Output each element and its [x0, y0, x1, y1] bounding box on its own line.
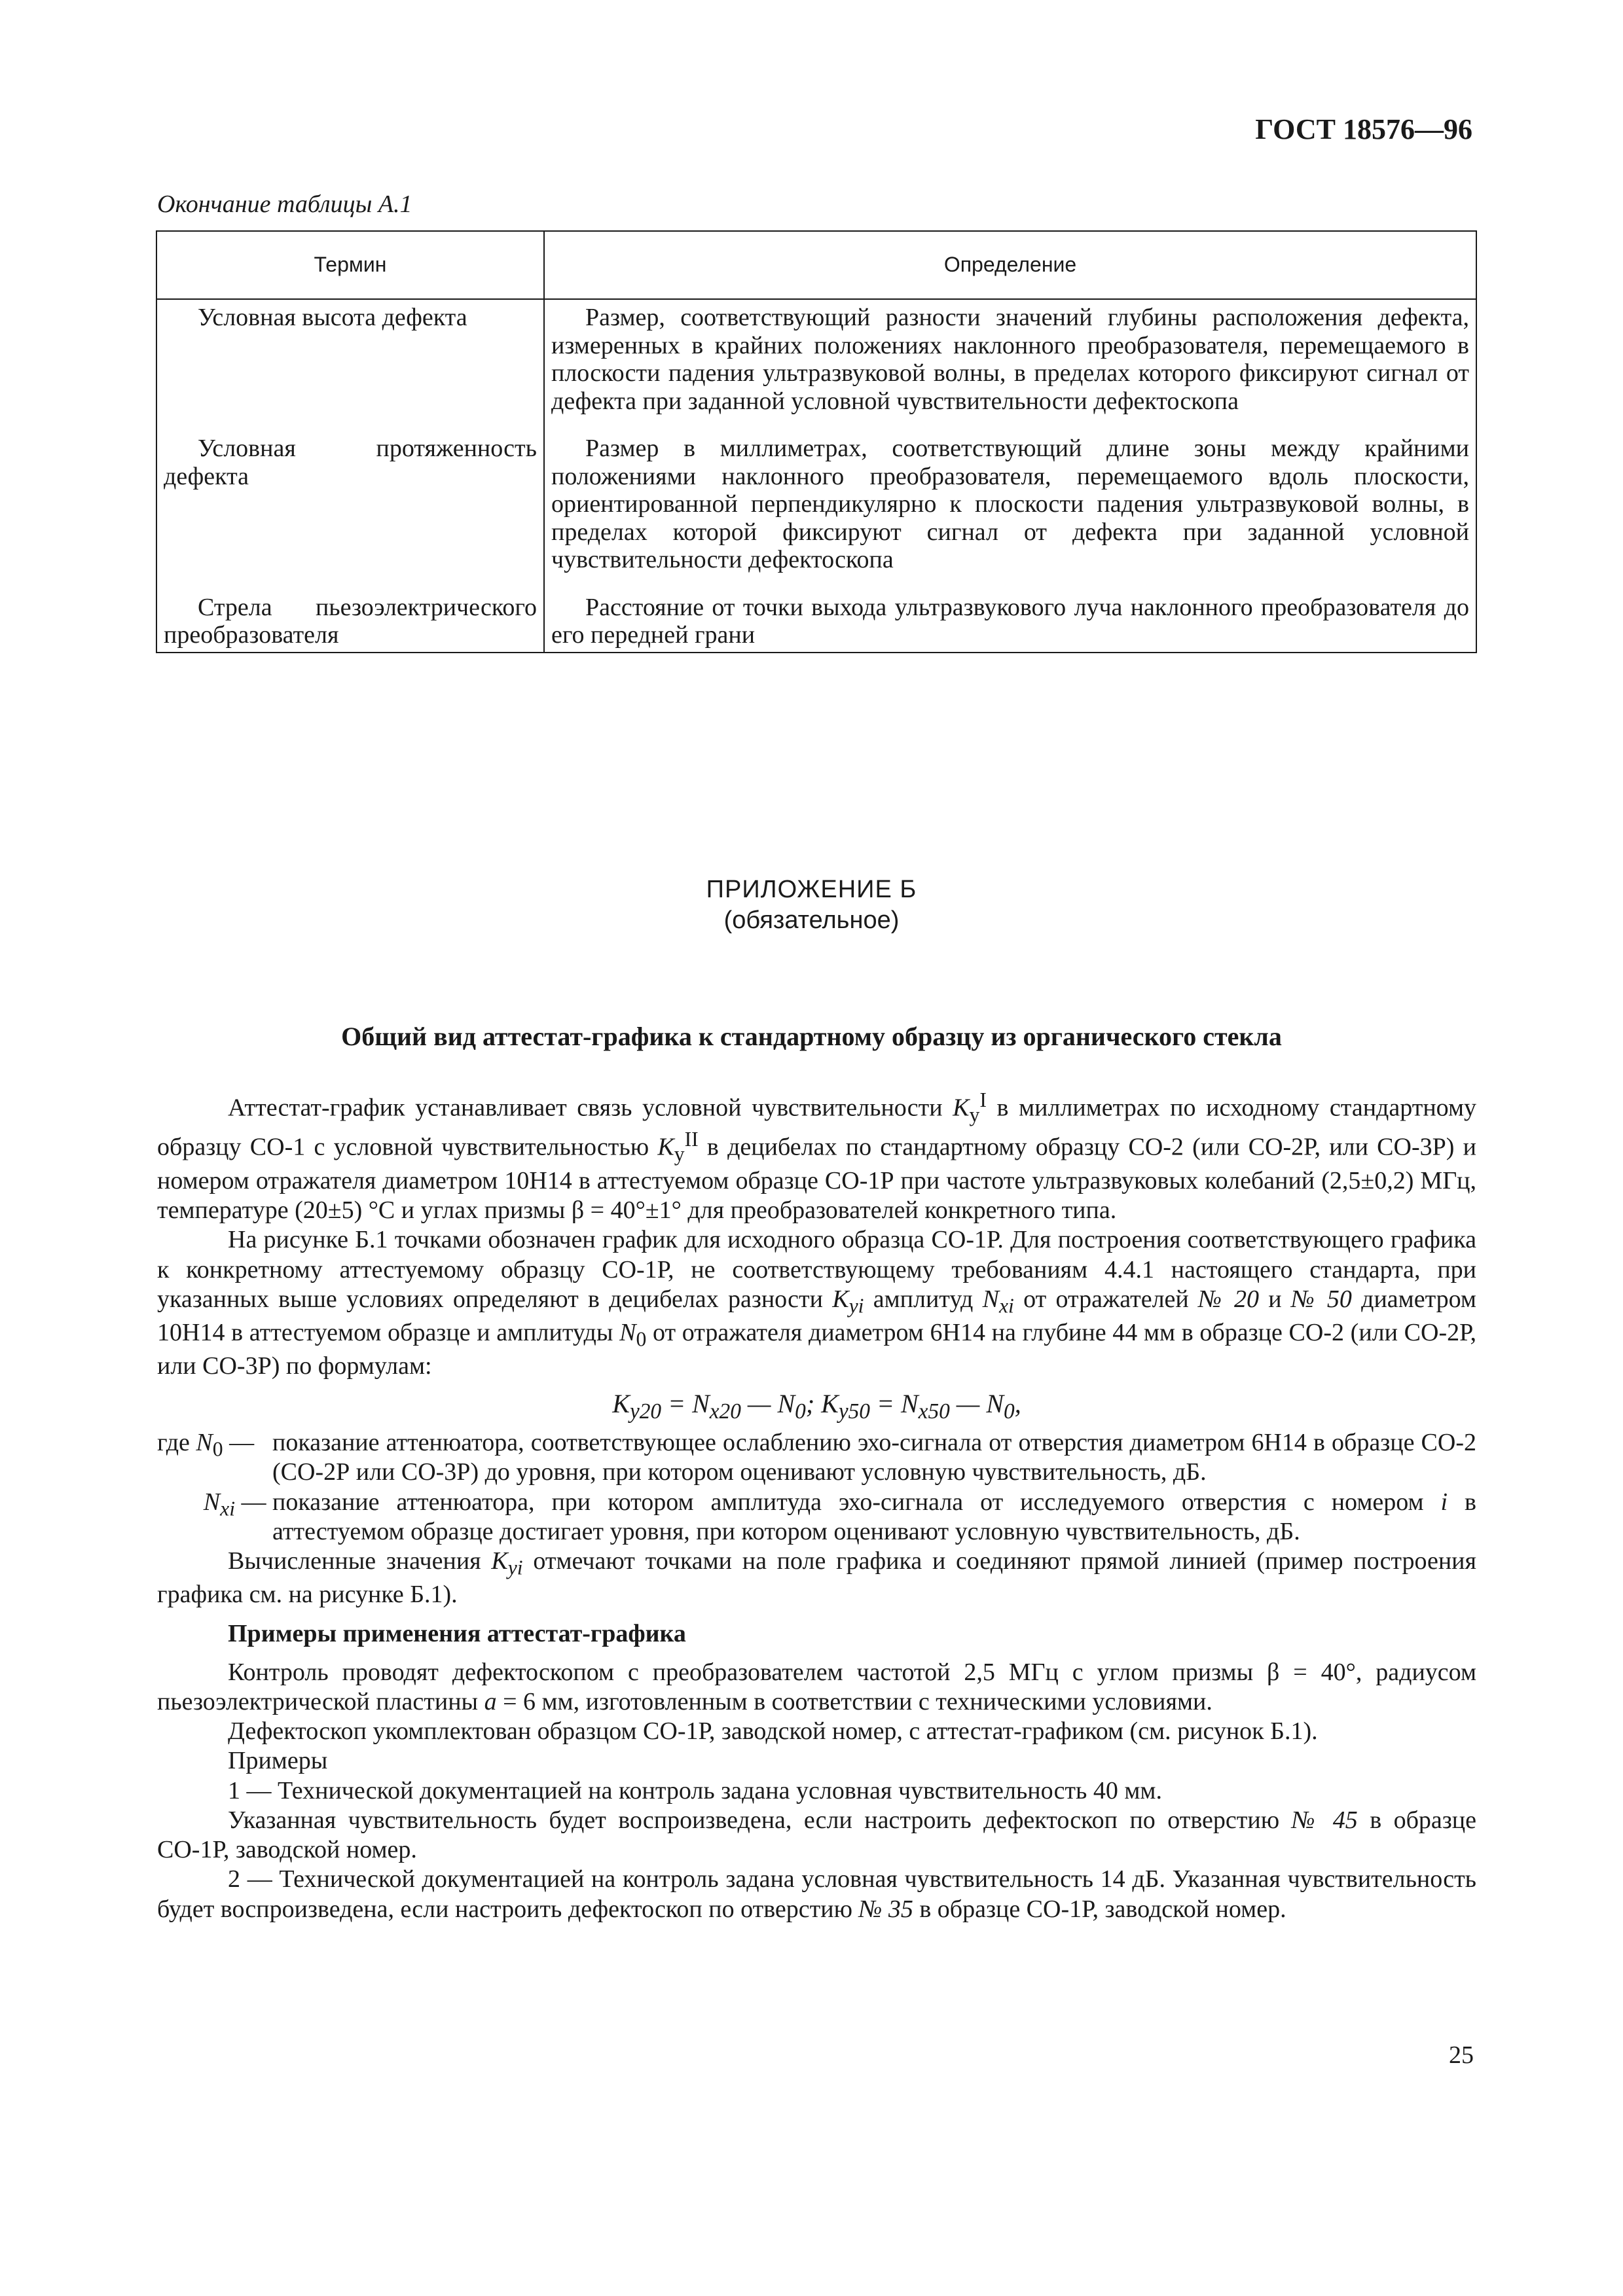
paragraph-intro: Аттестат-график устанавливает связь условной чувствительности $K_у^I$ в миллиметрах по исходному стандартному образцу СО-1 с условной чувствительностью $K_у^{II}$ в децибелах по стандартному образцу СО-2 (или СО-2Р, или СО-3Р) и номером отражателя диаметром 10Н14 в аттестуемом образце СО-1Р при частоте ультразвуковых колебаний (2,5±0,2) МГц, температуре (20±5) °С и углах призмы β = 40°±1° для преобразователей конкретного типа.: [157, 1088, 1477, 1225]
appendix-note: (обязательное): [723, 906, 900, 934]
term-cell: [156, 590, 544, 653]
paragraph-example-1: 1 — Технической документацией на контроль задана условная чувствительность 40 мм.: [228, 1776, 1162, 1804]
paragraph-example-2: 2 — Технической документацией на контроль задана условная чувствительность 14 дБ. Указанная чувствительность будет воспроизведена, если настроить дефектоскоп по отверстию № 35 в образце СО-1Р, заводской номер.: [157, 1865, 1476, 1923]
page-number: 25: [1449, 2041, 1474, 2069]
definition-cell: [544, 590, 1476, 653]
section-body: [157, 1088, 1476, 1924]
formula: $K_{y20} = N_{x20}$ — $N_0$; $K_{y50} = N_{x50}$ — $N_0$,: [612, 1388, 1021, 1424]
table-row: [156, 299, 1476, 431]
term-text: Стрела пьезоэлектрического преобразователя: [164, 593, 537, 649]
paragraph-equipment: Дефектоскоп укомплектован образцом СО-1Р, заводской номер, с аттестат-графиком (см. рисунок Б.1).: [228, 1717, 1318, 1746]
term-text: Условная высота дефекта: [198, 304, 467, 331]
definition-text: Размер, соответствующий разности значений глубины расположения дефекта, измеренных в крайних положениях наклонного преобразователя, перемещаемого в плоскости падения ультразвуковой волны, в пределах которого фиксируют сигнал от дефекта при заданной условной чувствительности дефектоскопа: [551, 304, 1469, 415]
term-cell: [156, 431, 544, 590]
paragraph-computed-values: Вычисленные значения $K_{yi}$ отмечают точками на поле графика и соединяют прямой линией (пример построения графика см. на рисунке Б.1).: [157, 1547, 1476, 1609]
standard-code: ГОСТ 18576—96: [1255, 113, 1472, 145]
paragraph-method: На рисунке Б.1 точками обозначен график для исходного образца СО-1Р. Для построения соответствующего графика к конкретному аттестуемому образцу СО-1Р, не соответствующему требованиям 4.4.1 настоящего стандарта, при указанных выше условиях определяют в децибелах разности $K_{yi}$ амплитуд $N_{xi}$ от отражателей № 20 и № 50 диаметром 10Н14 в аттестуемом образце и амплитуды $N_0$ от отражателя диаметром 6Н14 на глубине 44 мм в образце СО-2 (или СО-2Р, или СО-3Р) по формулам:: [157, 1226, 1476, 1380]
table-header-row: [156, 231, 1476, 299]
definition-cell: [544, 299, 1476, 431]
table-caption: Окончание таблицы А.1: [157, 190, 412, 218]
section-title: Общий вид аттестат-графика к стандартному образцу из органического стекла: [341, 1022, 1282, 1051]
column-header-term: Термин: [156, 231, 544, 299]
term-cell: [156, 299, 544, 431]
paragraph-example-1-result: Указанная чувствительность будет воспроизведена, если настроить дефектоскоп по отверстию № 45 в образце СО-1Р, заводской номер.: [157, 1806, 1476, 1864]
terms-table: [156, 230, 1477, 653]
definition-cell: [544, 431, 1476, 590]
table-row: [156, 431, 1476, 590]
definition-text: Расстояние от точки выхода ультразвукового луча наклонного преобразователя до его передней грани: [551, 593, 1469, 649]
column-header-definition: Определение: [544, 231, 1476, 299]
appendix-title: ПРИЛОЖЕНИЕ Б: [706, 876, 917, 903]
paragraph-control: Контроль проводят дефектоскопом с преобразователем частотой 2,5 МГц с углом призмы β = 40°, радиусом пьезоэлектрической пластины a = 6 мм, изготовленным в соответствии с техническими условиями.: [157, 1658, 1476, 1715]
definition-text: Размер в миллиметрах, соответствующий длине зоны между крайними положениями наклонного преобразователя, перемещаемого вдоль плоскости, ориентированной перпендикулярно к плоскости падения ультразвуковой волны, в пределах которой фиксируют сигнал от дефекта при заданной условной чувствительности дефектоскопа: [551, 435, 1469, 574]
table-row: [156, 590, 1476, 653]
paragraph-examples-label: Примеры: [228, 1747, 328, 1775]
term-text: Условная протяженность дефекта: [164, 435, 537, 490]
where-definition-nxi: $N_{xi}$ — показание аттенюатора, при котором амплитуда эхо-сигнала от исследуемого отверстия с номером i в аттестуемом образце достигает уровня, при котором оценивают условную чувствительность, дБ.: [203, 1488, 1477, 1545]
where-definition-n0: где $N_0$ — показание аттенюатора, соответствующее ослаблению эхо-сигнала от отверстия диаметром 6Н14 в образце СО-2 (СО-2Р или СО-3Р) до уровня, при котором оценивают условную чувствительность, дБ.: [157, 1429, 1476, 1486]
examples-heading: Примеры применения аттестат-графика: [228, 1619, 686, 1647]
